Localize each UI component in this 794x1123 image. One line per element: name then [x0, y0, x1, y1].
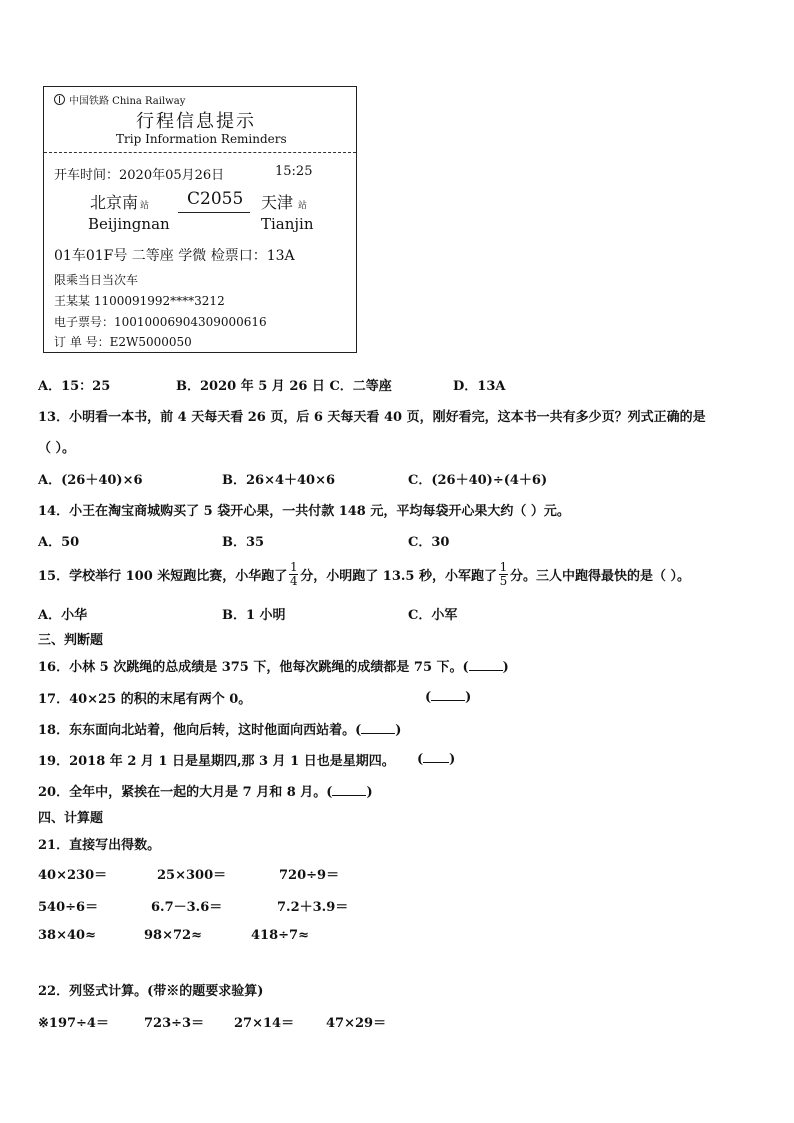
to-station-en: Tianjin: [261, 215, 314, 233]
from-station-en: Beijingnan: [88, 215, 170, 233]
q14-text: 14．小王在淘宝商城购买了 5 袋开心果，一共付款 148 元，平均每袋开心果大约（ ）元。: [38, 504, 570, 519]
q22-item-3: 27×14＝: [234, 1016, 295, 1031]
q15-fraction-1-denominator: 4: [289, 573, 298, 588]
q15-option-c: C．小军: [408, 608, 458, 623]
q21-r3-c1: 38×40≈: [38, 928, 96, 943]
departure-date: 开车时间：2020年05月26日: [54, 168, 225, 183]
to-station-suffix: 站: [298, 201, 308, 211]
q15-option-a: A．小华: [38, 608, 88, 623]
q15-option-b: B．1 小明: [222, 608, 286, 623]
q15-fraction-1: [289, 561, 298, 588]
q21-r2-c2: 6.7－3.6＝: [151, 900, 223, 915]
q21-r1-c1: 40×230＝: [38, 868, 108, 883]
q21-r2-c3: 7.2＋3.9＝: [277, 900, 349, 915]
q22-title: 22．列竖式计算。(带※的题要求验算): [38, 984, 264, 999]
order-number: 订 单 号：E2W5000050: [54, 335, 192, 349]
q18-answer-blank[interactable]: [361, 721, 395, 734]
q13-option-c: C．(26＋40)÷(4＋6): [408, 473, 548, 488]
from-station-suffix: 站: [140, 201, 150, 211]
q17-paren-open: (: [425, 690, 432, 705]
q21-r3-c2: 98×72≈: [144, 928, 202, 943]
q15-text-a: 15．学校举行 100 米短跑比赛，小华跑了: [38, 568, 288, 584]
q21-r2-c1: 540÷6＝: [38, 900, 99, 915]
q12-option-b-c: B．2020 年 5 月 26 日 C．二等座: [176, 379, 392, 394]
q21-r3-c3: 418÷7≈: [251, 928, 309, 943]
train-arrow-line: [178, 212, 250, 213]
q13-option-a: A．(26＋40)×6: [38, 473, 143, 488]
q22-item-4: 47×29＝: [326, 1016, 387, 1031]
q18-row: [38, 719, 401, 738]
passenger-info: 王某某 1100091992****3212: [54, 294, 225, 308]
section-4-heading: 四、计算题: [38, 811, 104, 826]
train-ticket: [43, 86, 357, 353]
q16-paren-close: ): [502, 660, 509, 675]
q21-r1-c2: 25×300＝: [157, 868, 227, 883]
section-3-heading: 三、判断题: [38, 633, 104, 648]
departure-time: 15:25: [275, 164, 313, 179]
from-station-cn: 北京南: [90, 193, 139, 212]
q13-option-b: B．26×4＋40×6: [222, 473, 336, 488]
q15-text: [38, 557, 690, 591]
q13-text-cont: （ ）。: [38, 441, 76, 456]
ticket-divider: [44, 152, 356, 153]
q16-text: 16．小林 5 次跳绳的总成绩是 375 下，他每次跳绳的成绩都是 75 下。(: [38, 660, 469, 675]
q20-text: 20．全年中，紧挨在一起的大月是 7 月和 8 月。(: [38, 785, 333, 800]
q19-paren-close: ): [449, 752, 456, 767]
q20-answer-blank[interactable]: [332, 783, 366, 796]
q19-answer: [417, 750, 455, 767]
q15-text-c: 分。三人中跑得最快的是（ ）。: [510, 568, 691, 584]
to-station-cn: 天津: [261, 193, 294, 212]
q22-item-2: 723÷3＝: [144, 1016, 205, 1031]
q16-row: [38, 656, 509, 675]
q15-text-b: 分，小明跑了 13.5 秒，小军跑了: [300, 568, 497, 584]
q17-answer: [425, 688, 471, 705]
q19-answer-blank[interactable]: [423, 750, 449, 763]
q18-paren-close: ): [395, 723, 402, 738]
q16-answer-blank[interactable]: [469, 658, 503, 671]
eticket-number: 电子票号：10010006904309000616: [54, 315, 267, 329]
ticket-title-cn: 行程信息提示: [136, 111, 256, 132]
ticket-limit: 限乘当日当次车: [54, 273, 139, 287]
q18-text: 18．东东面向北站着，他向后转，这时他面向西站着。(: [38, 723, 362, 738]
q17-answer-blank[interactable]: [431, 688, 465, 701]
china-railway-logo-icon: [54, 94, 65, 105]
q17-text: 17．40×25 的积的末尾有两个 0。: [38, 692, 252, 707]
q17-paren-close: ): [465, 690, 472, 705]
q14-option-a: A．50: [38, 535, 80, 550]
q15-fraction-1-numerator: 1: [289, 559, 298, 574]
q22-item-1: ※197÷4＝: [38, 1016, 109, 1031]
q14-option-b: B．35: [222, 535, 265, 550]
q19-paren-open: (: [417, 752, 424, 767]
q12-option-d: D．13A: [453, 379, 506, 394]
q13-text: 13．小明看一本书，前 4 天每天看 26 页，后 6 天每天看 40 页，刚好看完，这本书一共有多少页？列式正确的是: [38, 410, 706, 425]
seat-info: 01车01F号 二等座 学微 检票口：13A: [54, 248, 295, 264]
q15-fraction-2-denominator: 5: [499, 573, 508, 588]
q21-r1-c3: 720÷9＝: [279, 868, 340, 883]
train-number: C2055: [187, 189, 244, 209]
q15-fraction-2-numerator: 1: [499, 559, 508, 574]
ticket-header: 中国铁路 China Railway: [69, 96, 186, 107]
q19-text: 19．2018 年 2 月 1 日是星期四,那 3 月 1 日也是星期四。: [38, 754, 395, 769]
q21-title: 21．直接写出得数。: [38, 838, 161, 853]
q12-option-a: A．15：25: [38, 379, 111, 394]
q20-paren-close: ): [366, 785, 373, 800]
ticket-title-en: Trip Information Reminders: [116, 132, 287, 146]
q20-row: [38, 781, 373, 800]
q15-fraction-2: [499, 561, 508, 588]
q14-option-c: C．30: [408, 535, 450, 550]
